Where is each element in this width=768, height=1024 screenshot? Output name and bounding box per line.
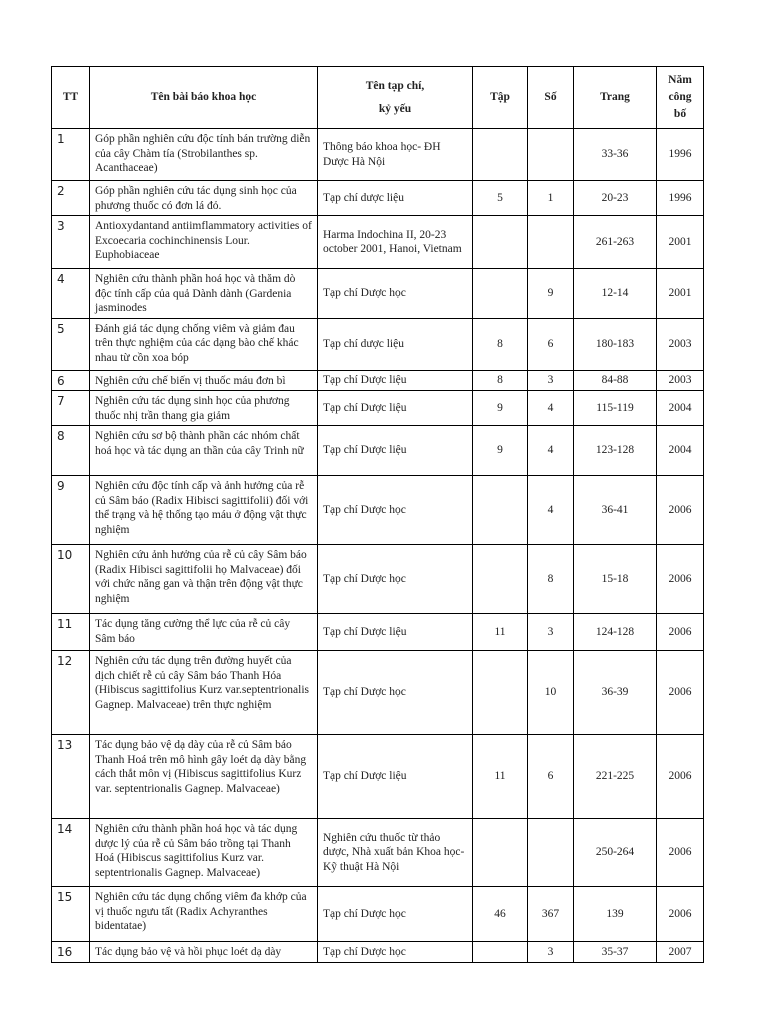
cell-journal: Tạp chí Dược liệu — [318, 614, 473, 651]
cell-issue: 3 — [528, 614, 574, 651]
header-year-line1: Năm — [668, 74, 692, 86]
cell-issue: 1 — [528, 181, 574, 216]
cell-title: Tác dụng bảo vệ dạ dày của rễ củ Sâm báo Thanh Hoá trên mô hình gây loét dạ dày bằng cách thắt môn vị (Hibiscus sagittifolius Kurz var. septentrionalis Gagnep. Malvaceae) — [90, 735, 318, 819]
cell-title: Nghiên cứu ảnh hưởng của rễ củ cây Sâm báo (Radix Hibisci sagittifolii họ Malvaceae) đối với chức năng gan và thận trên động vật thực nghiệm — [90, 545, 318, 614]
cell-journal: Tạp chí Dược liệu — [318, 426, 473, 476]
header-pages: Trang — [574, 67, 657, 129]
cell-pages: 124-128 — [574, 614, 657, 651]
cell-tt: 9 — [52, 476, 90, 545]
cell-pages: 84-88 — [574, 370, 657, 391]
cell-year: 2006 — [657, 476, 704, 545]
cell-journal: Tạp chí Dược học — [318, 942, 473, 963]
cell-tt: 15 — [52, 887, 90, 942]
cell-issue — [528, 129, 574, 181]
cell-journal: Tạp chí Dược học — [318, 651, 473, 735]
table-row — [52, 181, 704, 216]
cell-pages: 123-128 — [574, 426, 657, 476]
cell-issue: 4 — [528, 476, 574, 545]
cell-year: 2004 — [657, 391, 704, 426]
cell-year: 2003 — [657, 370, 704, 391]
cell-volume — [473, 476, 528, 545]
header-journal-line2: kỷ yếu — [378, 102, 412, 115]
cell-volume: 8 — [473, 318, 528, 370]
table-row — [52, 216, 704, 269]
cell-pages: 261-263 — [574, 216, 657, 269]
cell-pages: 12-14 — [574, 269, 657, 319]
cell-journal: Tạp chí Dược học — [318, 476, 473, 545]
cell-journal: Tạp chí Dược học — [318, 887, 473, 942]
header-year-line2: công — [668, 91, 692, 103]
cell-issue: 367 — [528, 887, 574, 942]
table-row — [52, 819, 704, 887]
cell-journal: Tạp chí Dược học — [318, 269, 473, 319]
cell-tt: 1 — [52, 129, 90, 181]
table-row — [52, 370, 704, 391]
cell-volume: 9 — [473, 426, 528, 476]
cell-tt: 10 — [52, 545, 90, 614]
cell-tt: 14 — [52, 819, 90, 887]
header-year — [657, 67, 704, 129]
cell-volume — [473, 545, 528, 614]
cell-year: 2007 — [657, 942, 704, 963]
cell-title: Tác dụng tăng cường thể lực của rễ củ cây Sâm báo — [90, 614, 318, 651]
cell-volume: 46 — [473, 887, 528, 942]
cell-year: 2001 — [657, 216, 704, 269]
cell-tt: 4 — [52, 269, 90, 319]
cell-issue: 10 — [528, 651, 574, 735]
cell-pages: 35-37 — [574, 942, 657, 963]
cell-year: 2003 — [657, 318, 704, 370]
cell-volume — [473, 651, 528, 735]
cell-volume — [473, 216, 528, 269]
cell-year: 1996 — [657, 181, 704, 216]
cell-title: Nghiên cứu tác dụng sinh học của phương thuốc nhị trần thang gia giảm — [90, 391, 318, 426]
cell-pages: 15-18 — [574, 545, 657, 614]
cell-issue: 9 — [528, 269, 574, 319]
header-volume: Tập — [473, 67, 528, 129]
table-row — [52, 476, 704, 545]
cell-issue: 6 — [528, 735, 574, 819]
cell-issue: 4 — [528, 391, 574, 426]
cell-pages: 36-39 — [574, 651, 657, 735]
cell-title: Nghiên cứu tác dụng chống viêm đa khớp của vị thuốc ngưu tất (Radix Achyranthes bidentatae) — [90, 887, 318, 942]
cell-volume: 8 — [473, 370, 528, 391]
cell-pages: 33-36 — [574, 129, 657, 181]
cell-title: Góp phần nghiên cứu tác dụng sinh học của phương thuốc có đơn lá đỏ. — [90, 181, 318, 216]
cell-issue: 4 — [528, 426, 574, 476]
table-row — [52, 129, 704, 181]
cell-title: Nghiên cứu thành phần hoá học và thăm dò độc tính cấp của quả Dành dành (Gardenia jasminodes — [90, 269, 318, 319]
header-issue: Số — [528, 67, 574, 129]
cell-journal: Tạp chí Dược liệu — [318, 391, 473, 426]
cell-volume — [473, 819, 528, 887]
cell-year: 2006 — [657, 819, 704, 887]
cell-pages: 36-41 — [574, 476, 657, 545]
cell-title: Nghiên cứu tác dụng trên đường huyết của dịch chiết rễ củ cây Sâm báo Thanh Hóa (Hibiscus sagittifolius Kurz var.septentrionalis Gagnep. Malvaceae) trên thực nghiệm — [90, 651, 318, 735]
cell-tt: 3 — [52, 216, 90, 269]
cell-journal: Harma Indochina II, 20-23 october 2001, Hanoi, Vietnam — [318, 216, 473, 269]
cell-journal: Thông báo khoa học- ĐH Dược Hà Nội — [318, 129, 473, 181]
cell-title: Nghiên cứu sơ bộ thành phần các nhóm chất hoá học và tác dụng an thần của cây Trinh nữ — [90, 426, 318, 476]
cell-year: 2006 — [657, 651, 704, 735]
cell-tt: 13 — [52, 735, 90, 819]
table-row — [52, 614, 704, 651]
header-year-line3: bố — [673, 108, 687, 120]
cell-tt: 6 — [52, 370, 90, 391]
publications-table — [51, 66, 704, 963]
cell-tt: 16 — [52, 942, 90, 963]
table-row — [52, 651, 704, 735]
cell-title: Nghiên cứu chế biến vị thuốc máu đơn bì — [90, 370, 318, 391]
header-journal — [318, 67, 473, 129]
cell-tt: 5 — [52, 318, 90, 370]
table-row — [52, 426, 704, 476]
cell-pages: 139 — [574, 887, 657, 942]
cell-pages: 180-183 — [574, 318, 657, 370]
cell-volume: 11 — [473, 614, 528, 651]
cell-title: Góp phần nghiên cứu độc tính bán trường diễn của cây Chàm tía (Strobilanthes sp. Acanthaceae) — [90, 129, 318, 181]
cell-journal: Tạp chí Dược liệu — [318, 735, 473, 819]
cell-year: 1996 — [657, 129, 704, 181]
table-row — [52, 887, 704, 942]
cell-year: 2006 — [657, 545, 704, 614]
cell-tt: 2 — [52, 181, 90, 216]
cell-issue: 3 — [528, 370, 574, 391]
cell-title: Đánh giá tác dụng chống viêm và giảm đau trên thực nghiệm của các dạng bào chế khác nhau từ cồn xoa bóp — [90, 318, 318, 370]
cell-journal: Nghiên cứu thuốc từ thảo dược, Nhà xuất bản Khoa học- Kỹ thuật Hà Nội — [318, 819, 473, 887]
table-row — [52, 391, 704, 426]
cell-tt: 11 — [52, 614, 90, 651]
cell-volume — [473, 129, 528, 181]
cell-year: 2004 — [657, 426, 704, 476]
cell-volume: 5 — [473, 181, 528, 216]
cell-pages: 221-225 — [574, 735, 657, 819]
header-title: Tên bài báo khoa học — [90, 67, 318, 129]
cell-title: Tác dụng bảo vệ và hồi phục loét dạ dày — [90, 942, 318, 963]
cell-volume — [473, 269, 528, 319]
cell-year: 2006 — [657, 614, 704, 651]
cell-year: 2006 — [657, 887, 704, 942]
table-row — [52, 318, 704, 370]
table-row — [52, 735, 704, 819]
cell-journal: Tạp chí dược liệu — [318, 181, 473, 216]
cell-issue — [528, 216, 574, 269]
cell-pages: 20-23 — [574, 181, 657, 216]
header-row — [52, 67, 704, 129]
cell-journal: Tạp chí Dược liệu — [318, 370, 473, 391]
header-journal-line1: Tên tạp chí, — [365, 79, 425, 92]
cell-issue — [528, 819, 574, 887]
cell-year: 2006 — [657, 735, 704, 819]
cell-title: Nghiên cứu thành phần hoá học và tác dụng dược lý của rễ củ Sâm báo trồng tại Thanh Hoá (Hibiscus sagittifolius Kurz var. septentrionalis Gagnep. Malvaceae) — [90, 819, 318, 887]
cell-volume: 9 — [473, 391, 528, 426]
cell-year: 2001 — [657, 269, 704, 319]
table-row — [52, 269, 704, 319]
cell-issue: 6 — [528, 318, 574, 370]
cell-pages: 250-264 — [574, 819, 657, 887]
header-tt: TT — [52, 67, 90, 129]
cell-title: Nghiên cứu độc tính cấp và ảnh hưởng của rễ củ Sâm báo (Radix Hibisci sagittifolii) đối với thể trạng và hệ thống tạo máu ở động vật thực nghiệm — [90, 476, 318, 545]
cell-pages: 115-119 — [574, 391, 657, 426]
cell-journal: Tạp chí Dược học — [318, 545, 473, 614]
cell-issue: 3 — [528, 942, 574, 963]
cell-tt: 7 — [52, 391, 90, 426]
cell-volume: 11 — [473, 735, 528, 819]
table-body — [52, 129, 704, 963]
cell-issue: 8 — [528, 545, 574, 614]
cell-tt: 12 — [52, 651, 90, 735]
table-row — [52, 942, 704, 963]
cell-journal: Tạp chí dược liệu — [318, 318, 473, 370]
cell-volume — [473, 942, 528, 963]
cell-title: Antioxydantand antiimflammatory activities of Excoecaria cochinchinensis Lour. Euphobiaceae — [90, 216, 318, 269]
cell-tt: 8 — [52, 426, 90, 476]
table-row — [52, 545, 704, 614]
